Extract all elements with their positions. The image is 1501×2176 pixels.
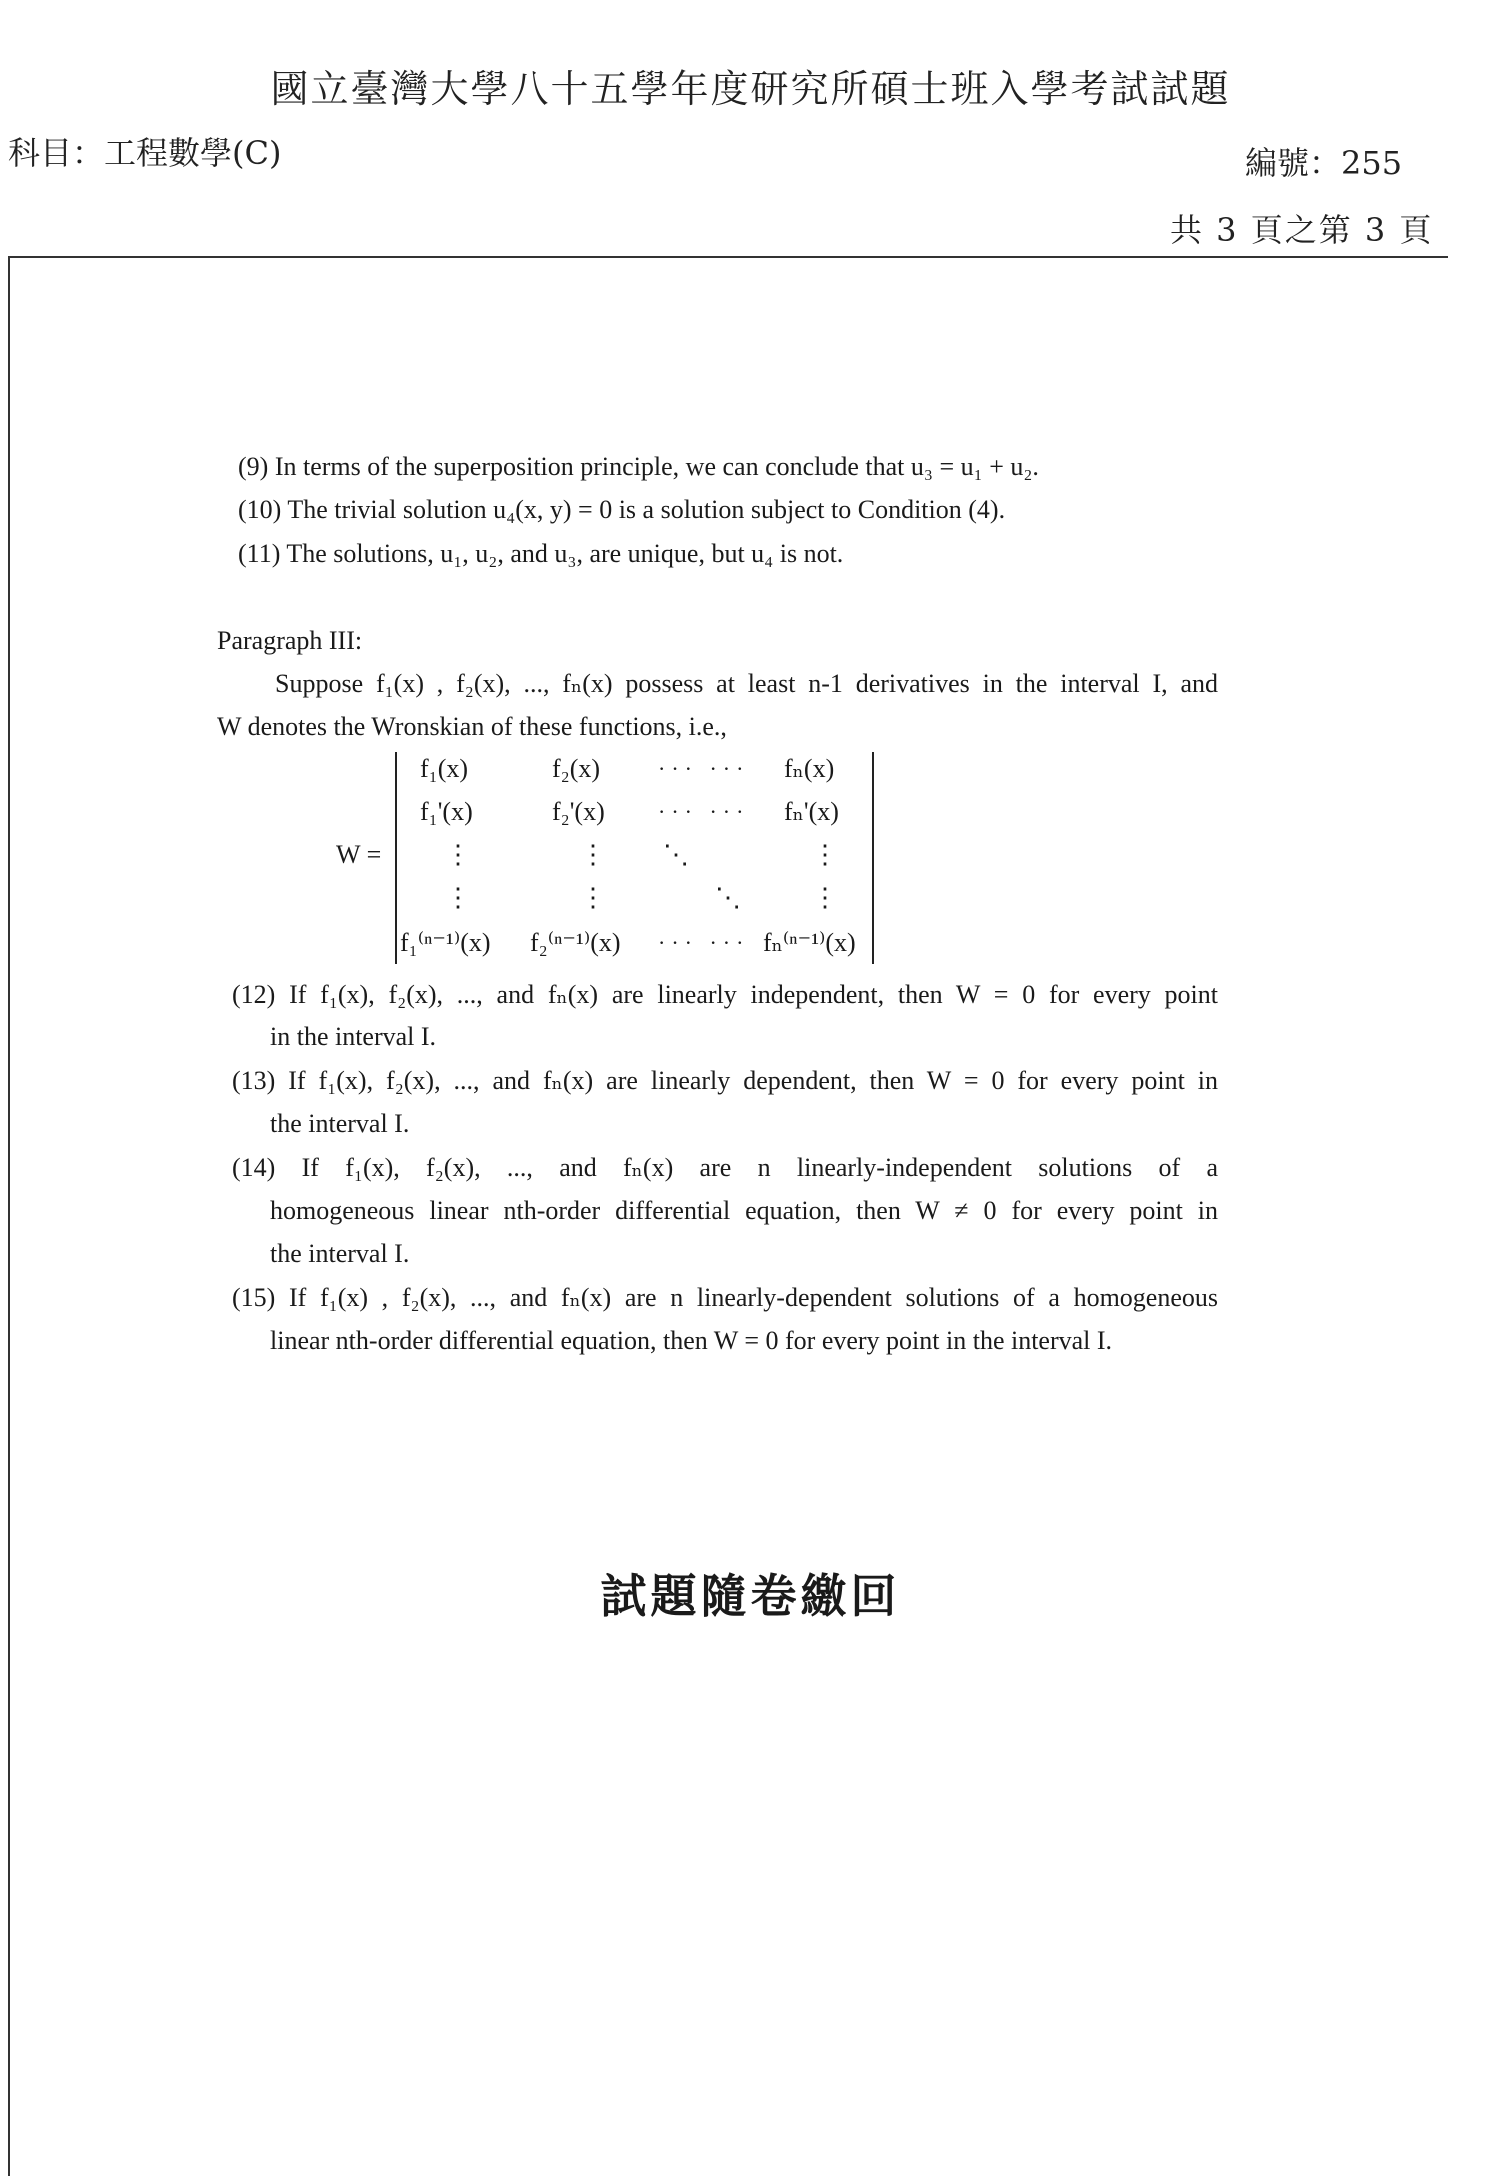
paragraph-intro-line-2: W denotes the Wronskian of these functions, i.e., <box>217 712 727 741</box>
question-12-line-1: (12) If f₁(x), f₂(x), ..., and fₙ(x) are linearly independent, then W = 0 for every point <box>232 980 1218 1009</box>
exam-code: 編號：255 <box>1245 144 1403 182</box>
question-13-line-1: (13) If f₁(x), f₂(x), ..., and fₙ(x) are linearly dependent, then W = 0 for every point in <box>232 1066 1218 1095</box>
paragraph-heading: Paragraph III: <box>217 626 363 655</box>
matrix-vdots: ⋮ <box>580 883 606 912</box>
matrix-cell: f₁'(x) <box>420 797 473 826</box>
page-info: 共 3 頁之第 3 頁 <box>1170 211 1434 249</box>
matrix-cell: f₂(x) <box>552 754 601 783</box>
matrix-cell: fₙ'(x) <box>784 797 839 826</box>
determinant-left-bar <box>395 752 397 964</box>
question-15-line-1: (15) If f₁(x) , f₂(x), ..., and fₙ(x) are n linearly-dependent solutions of a homogeneous <box>232 1283 1218 1312</box>
frame-top-rule <box>8 256 1448 258</box>
matrix-ddots: ⋱ <box>715 883 741 912</box>
wronskian-label: W = <box>336 840 382 869</box>
matrix-vdots: ⋮ <box>445 840 471 869</box>
matrix-cell: fₙ(x) <box>784 754 835 783</box>
determinant-right-bar <box>872 752 874 964</box>
return-with-paper-notice: 試題隨卷繳回 <box>600 1569 901 1623</box>
question-15-line-2: linear nth-order differential equation, then W = 0 for every point in the interval I. <box>270 1326 1113 1355</box>
matrix-vdots: ⋮ <box>812 840 838 869</box>
matrix-ddots: ⋱ <box>663 840 689 869</box>
subject-label: 科目：工程數學(C) <box>8 134 282 172</box>
matrix-vdots: ⋮ <box>812 883 838 912</box>
question-10: (10) The trivial solution u₄(x, y) = 0 is a solution subject to Condition (4). <box>238 495 1006 524</box>
matrix-cell: f₂⁽ⁿ⁻¹⁾(x) <box>530 928 621 957</box>
question-14-line-3: the interval I. <box>270 1239 410 1268</box>
question-9: (9) In terms of the superposition principle, we can conclude that u₃ = u₁ + u₂. <box>238 452 1039 481</box>
matrix-cell: ··· ··· <box>658 756 750 781</box>
matrix-cell: f₁⁽ⁿ⁻¹⁾(x) <box>400 928 491 957</box>
question-14-line-1: (14) If f₁(x), f₂(x), ..., and fₙ(x) are n linearly-independent solutions of a <box>232 1153 1218 1182</box>
question-12-line-2: in the interval I. <box>270 1022 437 1051</box>
matrix-vdots: ⋮ <box>445 883 471 912</box>
question-14-line-2: homogeneous linear nth-order differential equation, then W ≠ 0 for every point in <box>270 1196 1218 1225</box>
matrix-cell: f₂'(x) <box>552 797 605 826</box>
matrix-cell: fₙ⁽ⁿ⁻¹⁾(x) <box>763 928 856 957</box>
question-11: (11) The solutions, u₁, u₂, and u₃, are unique, but u₄ is not. <box>238 539 844 568</box>
question-13-line-2: the interval I. <box>270 1109 410 1138</box>
matrix-cell: ··· ··· <box>658 930 750 955</box>
matrix-vdots: ⋮ <box>580 840 606 869</box>
frame-left-rule <box>8 256 10 2176</box>
exam-title: 國立臺灣大學八十五學年度研究所碩士班入學考試試題 <box>270 67 1231 111</box>
paragraph-intro-line-1: Suppose f₁(x) , f₂(x), ..., fₙ(x) possess at least n-1 derivatives in the interval I, and <box>275 669 1218 698</box>
matrix-cell: ··· ··· <box>658 799 750 824</box>
matrix-cell: f₁(x) <box>420 754 469 783</box>
